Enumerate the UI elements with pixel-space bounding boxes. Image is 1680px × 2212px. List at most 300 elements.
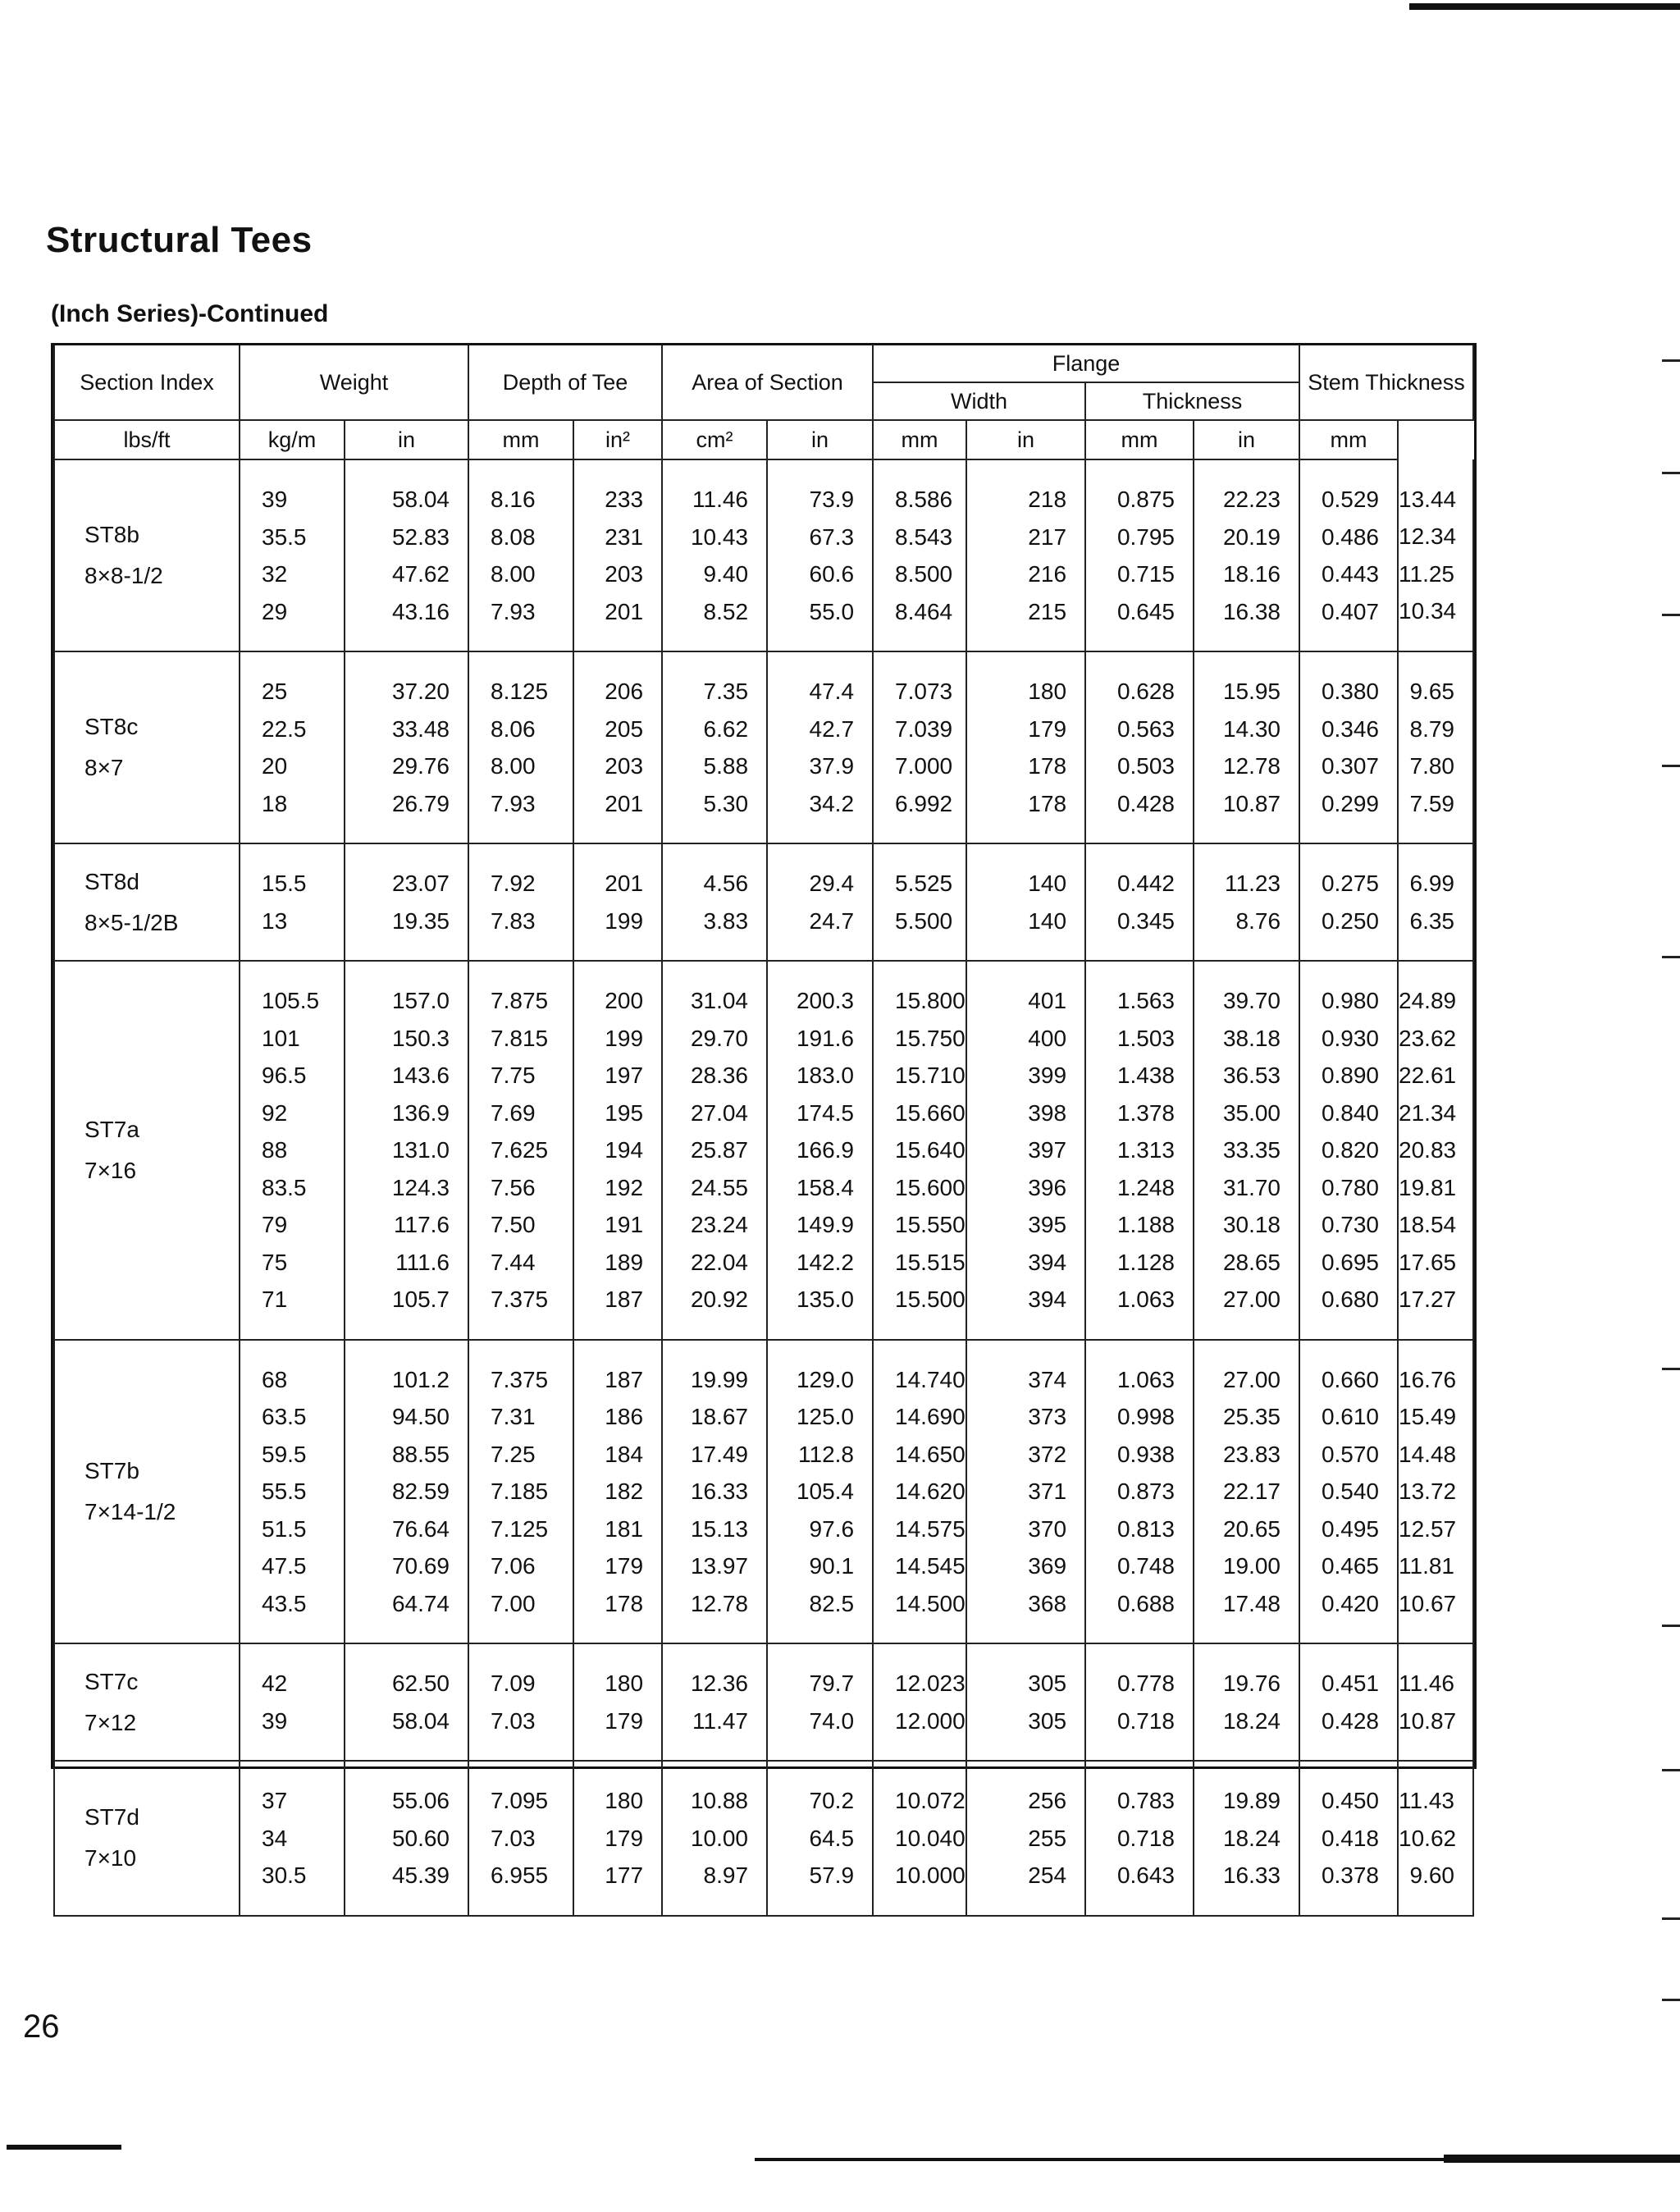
table-value: 15.515: [895, 1249, 966, 1275]
page-subtitle: (Inch Series)-Continued: [51, 300, 329, 327]
unit-header: in²: [573, 420, 662, 459]
table-value: 203: [605, 561, 644, 587]
table-value: 11.81: [1399, 1553, 1455, 1579]
value-column-cell: [1398, 651, 1473, 843]
section-index-cell: [54, 1340, 240, 1644]
value-column-cell: [240, 1340, 345, 1644]
table-value: 5.525: [895, 871, 953, 896]
table-value: 12.78: [690, 1590, 749, 1616]
table-value: 34: [262, 1825, 288, 1851]
table-value: 401: [1028, 988, 1067, 1013]
table-value: 7.125: [491, 1515, 549, 1542]
unit-header: in: [767, 420, 873, 459]
table-value: 15.5: [262, 871, 307, 896]
table-value: 11.23: [1225, 871, 1281, 896]
value-column-cell: [345, 651, 468, 843]
table-value: 97.6: [809, 1515, 855, 1542]
table-value: 55.0: [809, 598, 855, 624]
table-value: 70.69: [391, 1553, 450, 1579]
section-index-cell: [54, 843, 240, 961]
table-value: 0.418: [1321, 1825, 1380, 1851]
table-value: 13.97: [690, 1553, 749, 1579]
table-value: 18.54: [1399, 1212, 1457, 1237]
table-value: 189: [605, 1249, 644, 1275]
structural-tees-table: [53, 345, 1474, 1917]
table-value: 8.97: [703, 1862, 749, 1888]
table-value: 7.000: [895, 753, 953, 779]
table-value: 16.76: [1399, 1366, 1457, 1392]
table-value: 8.76: [1235, 907, 1281, 934]
table-value: 23.62: [1399, 1025, 1457, 1051]
table-value: 12.000: [895, 1707, 966, 1734]
table-value: 1.128: [1116, 1249, 1176, 1275]
table-value: 8.543: [895, 523, 953, 550]
table-value: 218: [1028, 487, 1067, 512]
value-column-cell: [1299, 1340, 1398, 1644]
table-value: 45.39: [391, 1862, 450, 1888]
table-value: 36.53: [1222, 1063, 1281, 1088]
table-value: 0.465: [1321, 1553, 1380, 1579]
value-column-cell: [345, 1761, 468, 1916]
unit-header: mm: [1085, 420, 1194, 459]
table-value: 43.16: [391, 598, 450, 624]
header-flange: Flange: [873, 345, 1299, 382]
table-value: 60.6: [809, 561, 855, 587]
table-value: 191.6: [796, 1025, 855, 1051]
value-column-cell: [767, 1643, 873, 1761]
table-value: 18.16: [1222, 561, 1281, 587]
table-value: 73.9: [809, 487, 855, 512]
table-value: 372: [1028, 1441, 1067, 1467]
table-value: 7.03: [491, 1707, 536, 1734]
value-column-cell: [1299, 459, 1398, 651]
table-value: 12.57: [1399, 1515, 1457, 1542]
value-column-cell: [573, 1761, 662, 1916]
table-value: 14.690: [895, 1404, 966, 1429]
table-value: 42.7: [809, 715, 855, 742]
value-column-cell: [468, 1761, 573, 1916]
value-column-cell: [240, 1643, 345, 1761]
table-value: 105.5: [262, 988, 320, 1013]
table-value: 0.730: [1321, 1212, 1380, 1237]
table-value: 0.503: [1116, 753, 1176, 779]
table-value: 55.5: [262, 1478, 307, 1504]
section-name: ST7b: [84, 1457, 139, 1483]
table-value: 11.46: [1399, 1670, 1455, 1696]
table-value: 105.4: [796, 1478, 855, 1504]
table-value: 20.83: [1399, 1137, 1457, 1163]
section-group-row: [54, 651, 1473, 843]
table-value: 11.43: [1399, 1788, 1455, 1813]
table-value: 39: [262, 487, 288, 512]
table-value: 16.33: [1222, 1862, 1281, 1888]
table-value: 7.35: [703, 679, 749, 704]
value-column-cell: [240, 961, 345, 1340]
section-group-row: [54, 1340, 1473, 1644]
table-value: 205: [605, 715, 644, 742]
table-value: 201: [605, 598, 644, 624]
value-column-cell: [662, 459, 767, 651]
margin-mark: [1662, 1625, 1680, 1627]
table-value: 19.99: [690, 1366, 749, 1392]
table-value: 10.62: [1399, 1825, 1457, 1851]
table-value: 150.3: [391, 1025, 450, 1051]
table-value: 1.438: [1116, 1063, 1176, 1088]
value-column-cell: [1194, 961, 1299, 1340]
table-value: 17.65: [1399, 1249, 1457, 1275]
table-value: 25: [262, 679, 288, 704]
table-value: 14.30: [1222, 715, 1281, 742]
table-value: 8.00: [491, 561, 536, 587]
table-value: 7.073: [895, 679, 953, 704]
table-value: 0.930: [1321, 1025, 1380, 1051]
value-column-cell: [662, 1761, 767, 1916]
table-value: 0.813: [1116, 1515, 1176, 1542]
table-value: 10.072: [895, 1788, 966, 1813]
value-column-cell: [1085, 843, 1194, 961]
table-value: 7.93: [491, 598, 536, 624]
table-value: 0.570: [1321, 1441, 1380, 1467]
table-value: 0.495: [1321, 1515, 1380, 1542]
table-value: 55.06: [391, 1788, 450, 1813]
table-value: 27.04: [690, 1099, 749, 1126]
table-value: 7.80: [1409, 753, 1454, 779]
value-column-cell: [873, 843, 966, 961]
value-column-cell: [662, 1340, 767, 1644]
table-value: 200: [605, 988, 644, 1013]
table-value: 203: [605, 753, 644, 779]
table-value: 7.59: [1409, 790, 1454, 816]
table-value: 43.5: [262, 1590, 307, 1616]
table-value: 254: [1028, 1862, 1067, 1888]
table-value: 305: [1028, 1707, 1067, 1734]
table-value: 38.18: [1222, 1025, 1281, 1051]
table-value: 33.48: [391, 715, 450, 742]
table-value: 10.43: [690, 523, 749, 550]
value-column-cell: [1299, 961, 1398, 1340]
table-value: 1.248: [1116, 1174, 1176, 1200]
value-column-cell: [1194, 1643, 1299, 1761]
table-value: 395: [1028, 1212, 1067, 1237]
table-value: 24.55: [690, 1174, 749, 1200]
table-value: 373: [1028, 1404, 1067, 1429]
table-value: 182: [605, 1478, 644, 1504]
table-value: 8.586: [895, 487, 953, 512]
section-size: 8×8-1/2: [84, 563, 163, 588]
table-value: 7.31: [491, 1404, 536, 1429]
table-value: 0.451: [1321, 1670, 1380, 1696]
margin-mark: [1662, 956, 1680, 958]
table-value: 59.5: [262, 1441, 307, 1467]
table-value: 31.70: [1222, 1174, 1281, 1200]
table-value: 20.92: [690, 1287, 749, 1312]
page-edge-line: [1409, 3, 1680, 10]
table-value: 27.00: [1222, 1366, 1281, 1392]
value-column-cell: [966, 1643, 1085, 1761]
table-value: 178: [605, 1590, 644, 1616]
value-column-cell: [966, 843, 1085, 961]
table-value: 305: [1028, 1670, 1067, 1696]
table-value: 7.625: [491, 1137, 549, 1163]
table-value: 215: [1028, 598, 1067, 624]
table-value: 5.500: [895, 907, 953, 934]
table-value: 374: [1028, 1366, 1067, 1392]
table-value: 7.83: [491, 907, 536, 934]
table-value: 25.87: [690, 1137, 749, 1163]
page-edge-line: [1444, 2155, 1680, 2163]
table-value: 0.307: [1321, 753, 1380, 779]
value-column-cell: [1398, 1340, 1473, 1644]
table-value: 13: [262, 907, 288, 934]
section-index-cell: [54, 1761, 240, 1916]
value-column-cell: [573, 651, 662, 843]
table-value: 50.60: [391, 1825, 450, 1851]
table-value: 8.464: [895, 598, 953, 624]
section-size: 7×12: [84, 1709, 137, 1735]
section-name: ST7a: [84, 1116, 139, 1142]
table-value: 8.125: [491, 679, 549, 704]
table-value: 14.500: [895, 1590, 966, 1616]
value-column-cell: [573, 1643, 662, 1761]
table-value: 0.783: [1116, 1788, 1176, 1813]
table-value: 16.33: [690, 1478, 749, 1504]
table-value: 52.83: [391, 523, 450, 550]
margin-mark: [1662, 1368, 1680, 1370]
unit-header: mm: [873, 420, 966, 459]
table-value: 29.70: [690, 1025, 749, 1051]
table-value: 15.95: [1222, 679, 1281, 704]
table-value: 399: [1028, 1063, 1067, 1088]
table-value: 8.79: [1409, 715, 1454, 742]
unit-header: mm: [1299, 420, 1398, 459]
table-value: 82.59: [391, 1478, 450, 1504]
table-value: 179: [605, 1825, 644, 1851]
table-value: 187: [605, 1287, 644, 1312]
table-value: 15.13: [690, 1515, 749, 1542]
table-value: 92: [262, 1099, 288, 1126]
table-value: 217: [1028, 523, 1067, 550]
value-column-cell: [573, 1340, 662, 1644]
table-value: 400: [1028, 1025, 1067, 1051]
table-value: 23.83: [1222, 1441, 1281, 1467]
table-value: 22.23: [1222, 487, 1281, 512]
table-value: 369: [1028, 1553, 1067, 1579]
table-value: 35.00: [1222, 1099, 1281, 1126]
table-value: 17.49: [690, 1441, 749, 1467]
table-value: 1.188: [1116, 1212, 1176, 1237]
table-value: 0.275: [1321, 871, 1380, 896]
table-value: 29.76: [391, 753, 450, 779]
table-value: 7.06: [491, 1553, 536, 1579]
table-value: 7.25: [491, 1441, 536, 1467]
value-column-cell: [873, 1643, 966, 1761]
table-value: 37.20: [391, 679, 450, 704]
table-value: 19.76: [1222, 1670, 1281, 1696]
table-value: 15.640: [895, 1137, 966, 1163]
structural-tees-table-frame: [51, 343, 1477, 1888]
table-value: 0.450: [1321, 1788, 1380, 1813]
table-value: 79: [262, 1212, 288, 1237]
value-column-cell: [662, 1643, 767, 1761]
value-column-cell: [240, 459, 345, 651]
table-value: 63.5: [262, 1404, 307, 1429]
table-value: 37.9: [809, 753, 855, 779]
table-value: 0.345: [1116, 907, 1176, 934]
table-value: 47.62: [391, 561, 450, 587]
table-value: 194: [605, 1137, 644, 1163]
table-value: 58.04: [391, 1707, 450, 1734]
value-column-cell: [1398, 843, 1473, 961]
table-value: 23.24: [690, 1212, 749, 1237]
unit-header: cm²: [662, 420, 767, 459]
value-column-cell: [966, 961, 1085, 1340]
value-column-cell: [1398, 961, 1473, 1340]
table-value: 192: [605, 1174, 644, 1200]
table-value: 15.500: [895, 1287, 966, 1312]
table-value: 7.039: [895, 715, 953, 742]
table-value: 157.0: [391, 988, 450, 1013]
value-column-cell: [1299, 651, 1398, 843]
value-column-cell: [240, 1761, 345, 1916]
table-value: 14.650: [895, 1441, 966, 1467]
value-column-cell: [873, 651, 966, 843]
table-value: 15.550: [895, 1212, 966, 1237]
table-value: 0.688: [1116, 1590, 1176, 1616]
table-value: 0.938: [1116, 1441, 1176, 1467]
table-value: 18: [262, 790, 288, 816]
value-column-cell: [240, 651, 345, 843]
table-value: 14.740: [895, 1366, 966, 1392]
table-value: 17.27: [1399, 1287, 1457, 1312]
section-size: 8×7: [84, 755, 124, 780]
table-value: 15.49: [1399, 1404, 1457, 1429]
table-value: 9.65: [1409, 679, 1454, 704]
margin-mark: [1662, 1999, 1680, 2001]
table-value: 88: [262, 1137, 288, 1163]
table-value: 199: [605, 1025, 644, 1051]
margin-mark: [1662, 359, 1680, 362]
table-value: 25.35: [1222, 1404, 1281, 1429]
table-value: 21.34: [1399, 1099, 1457, 1126]
table-value: 200.3: [796, 988, 855, 1013]
table-value: 7.875: [491, 988, 549, 1013]
table-value: 143.6: [391, 1063, 450, 1088]
table-value: 31.04: [690, 988, 749, 1013]
table-value: 39: [262, 1707, 288, 1734]
table-value: 14.48: [1399, 1441, 1457, 1467]
section-group-row: [54, 961, 1473, 1340]
table-value: 88.55: [391, 1441, 450, 1467]
table-value: 12.78: [1222, 753, 1281, 779]
table-value: 19.89: [1222, 1788, 1281, 1813]
table-value: 75: [262, 1249, 288, 1275]
section-index-cell: [54, 651, 240, 843]
table-value: 397: [1028, 1137, 1067, 1163]
table-value: 6.99: [1409, 871, 1454, 896]
value-column-cell: [345, 459, 468, 651]
table-value: 0.443: [1321, 561, 1380, 587]
table-value: 10.87: [1222, 790, 1281, 816]
table-value: 70.2: [809, 1788, 855, 1813]
value-column-cell: [1085, 459, 1194, 651]
table-value: 0.890: [1321, 1063, 1380, 1088]
table-value: 158.4: [796, 1174, 855, 1200]
value-column-cell: [966, 651, 1085, 843]
table-value: 8.52: [703, 598, 749, 624]
table-value: 0.428: [1116, 790, 1176, 816]
table-value: 57.9: [809, 1862, 855, 1888]
table-value: 179: [605, 1553, 644, 1579]
table-value: 15.800: [895, 988, 966, 1013]
table-value: 7.75: [491, 1063, 536, 1088]
table-value: 0.980: [1321, 988, 1380, 1013]
unit-header: lbs/ft: [54, 420, 240, 459]
table-value: 14.575: [895, 1515, 966, 1542]
margin-mark: [1662, 1917, 1680, 1920]
value-column-cell: [662, 843, 767, 961]
table-value: 0.380: [1321, 679, 1380, 704]
table-value: 12.34: [1399, 523, 1457, 549]
table-value: 64.5: [809, 1825, 855, 1851]
table-value: 20: [262, 753, 288, 779]
table-value: 6.992: [895, 790, 953, 816]
value-column-cell: [767, 961, 873, 1340]
value-column-cell: [1085, 961, 1194, 1340]
table-value: 10.34: [1399, 598, 1457, 624]
table-value: 6.35: [1409, 907, 1454, 934]
table-value: 82.5: [809, 1590, 855, 1616]
header-flange-thickness: Thickness: [1085, 382, 1299, 420]
table-value: 0.873: [1116, 1478, 1176, 1504]
table-value: 112.8: [798, 1441, 855, 1467]
table-value: 96.5: [262, 1063, 307, 1088]
table-value: 195: [605, 1099, 644, 1126]
header-flange-width: Width: [873, 382, 1085, 420]
table-value: 19.00: [1222, 1553, 1281, 1579]
value-column-cell: [573, 843, 662, 961]
table-value: 7.375: [491, 1287, 549, 1312]
table-value: 117.6: [394, 1212, 450, 1237]
table-value: 7.00: [491, 1590, 536, 1616]
section-size: 8×5-1/2B: [84, 909, 179, 935]
table-value: 7.92: [491, 871, 536, 896]
header-section-index: Section Index: [54, 345, 240, 420]
table-value: 13.72: [1399, 1478, 1457, 1504]
table-value: 0.715: [1116, 561, 1176, 587]
page-number: 26: [23, 2009, 60, 2045]
table-value: 64.74: [391, 1590, 450, 1616]
unit-header: in: [966, 420, 1085, 459]
table-value: 177: [605, 1862, 644, 1888]
table-value: 140: [1028, 871, 1067, 896]
table-value: 129.0: [796, 1366, 855, 1392]
section-index-cell: [54, 459, 240, 651]
table-value: 370: [1028, 1515, 1067, 1542]
value-column-cell: [1398, 1643, 1473, 1761]
table-value: 7.815: [491, 1025, 549, 1051]
table-value: 136.9: [391, 1099, 450, 1126]
value-column-cell: [1398, 459, 1473, 651]
table-value: 19.35: [391, 907, 450, 934]
value-column-cell: [345, 961, 468, 1340]
table-value: 199: [605, 907, 644, 934]
table-value: 68: [262, 1366, 288, 1392]
units-row: [54, 420, 1473, 459]
table-value: 0.795: [1116, 523, 1176, 550]
table-body: [54, 459, 1473, 1916]
table-value: 7.50: [491, 1212, 536, 1237]
header-weight: Weight: [240, 345, 468, 420]
